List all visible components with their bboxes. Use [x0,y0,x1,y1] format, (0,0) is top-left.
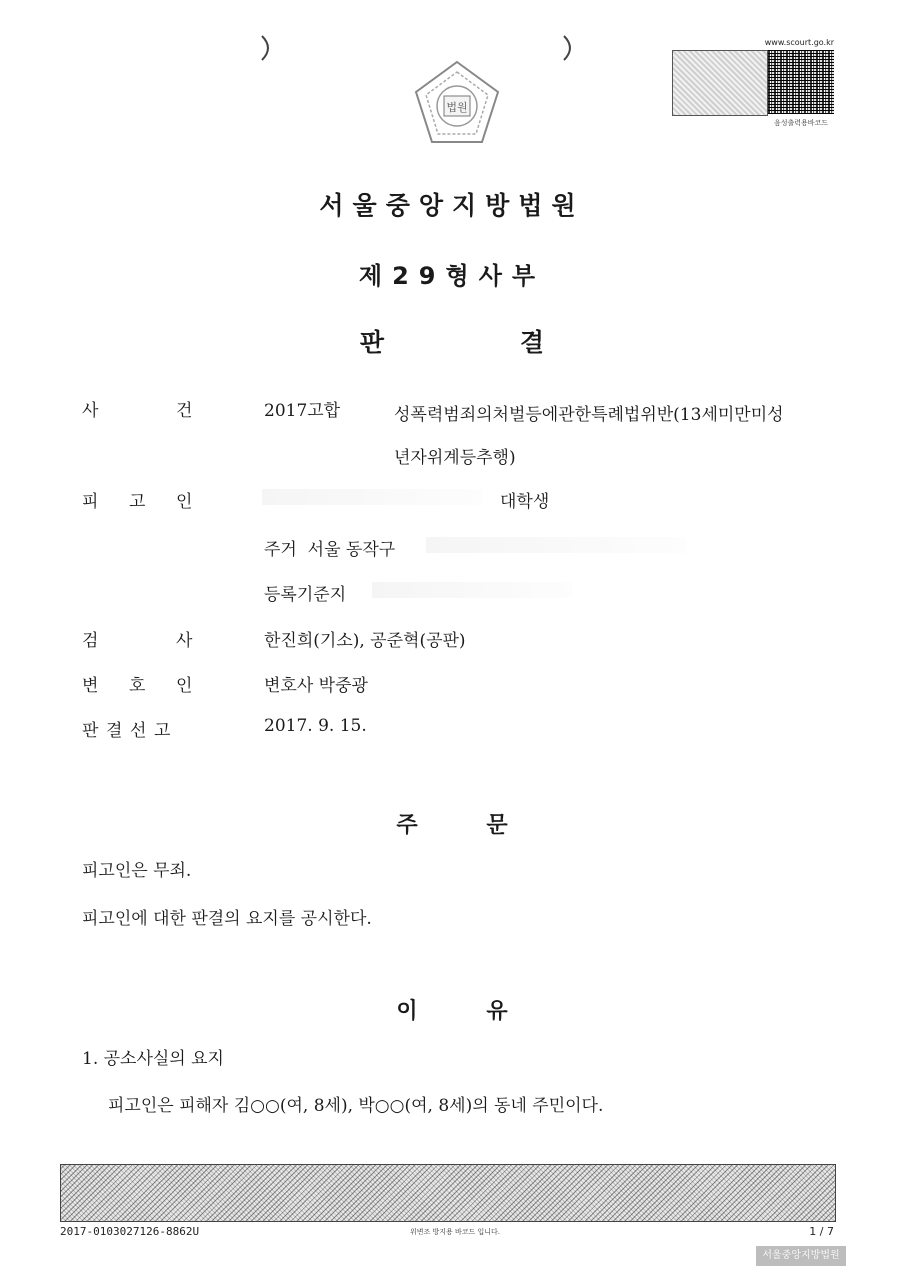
order-heading-left: 주 [396,813,418,838]
anti-forgery-barcode [60,1164,836,1222]
case-number: 2017고합 [264,401,341,421]
court-watermark: 서울중앙지방법원 [756,1246,846,1266]
case-name-line2: 년자위계등추행) [394,448,516,468]
order-line1: 피고인은 무죄. [82,861,192,881]
verdict-title-right: 결 [519,328,545,357]
redacted-defendant-name [262,489,482,505]
punch-mark-left [258,34,278,62]
reasons-subheading: 1. 공소사실의 요지 [82,1049,224,1069]
order-heading-right: 문 [486,813,508,838]
counsel-value: 변호사 박중광 [264,676,368,696]
date-value: 2017. 9. 15. [264,716,367,736]
seal-text: 법원 [446,101,468,114]
prosecutor-label: 검 사 [82,631,193,651]
case-name [394,394,834,480]
anti-forgery-caption: 위변조 방지용 바코드 입니다. [409,1228,501,1236]
redacted-registry [372,582,572,598]
reasons-heading-right: 유 [486,999,508,1024]
punch-mark-right [560,34,580,62]
qr-blank-area [672,50,768,116]
redacted-address [426,537,686,553]
scourt-url: www.scourt.go.kr [764,38,834,47]
reasons-heading [0,994,904,1025]
reasons-heading-left: 이 [396,999,418,1024]
voice-output-barcode [768,50,834,114]
verdict-title-left: 판 [359,328,385,357]
defendant-label: 피 고 인 [82,492,193,512]
order-line2: 피고인에 대한 판결의 요지를 공시한다. [82,909,372,929]
page-number: 1 / 7 [809,1225,834,1238]
counsel-label: 변 호 인 [82,676,193,696]
order-heading [0,808,904,839]
verdict-title [0,323,904,359]
court-seal-emblem [412,58,502,148]
date-label: 판 결 선 고 [82,721,171,741]
division-name: 제29형사부 [358,262,546,290]
document-code: 2017-0103027126-8862U [60,1225,200,1238]
address-label: 주거 서울 동작구 [264,540,396,560]
prosecutor-value: 한진희(기소), 공준혁(공판) [264,631,466,651]
defendant-occupation: 대학생 [500,492,550,512]
barcode-caption: 음성출력용바코드 [773,119,829,127]
court-name: 서울중앙지방법원 [319,191,585,220]
case-name-line1: 성폭력범죄의처벌등에관한특례법위반(13세미만미성 [394,405,784,425]
reasons-line1: 피고인은 피해자 김○○(여, 8세), 박○○(여, 8세)의 동네 주민이다. [108,1096,604,1116]
case-label: 사 건 [82,401,193,421]
registry-label: 등록기준지 [264,585,347,605]
barcode-block [672,38,834,130]
